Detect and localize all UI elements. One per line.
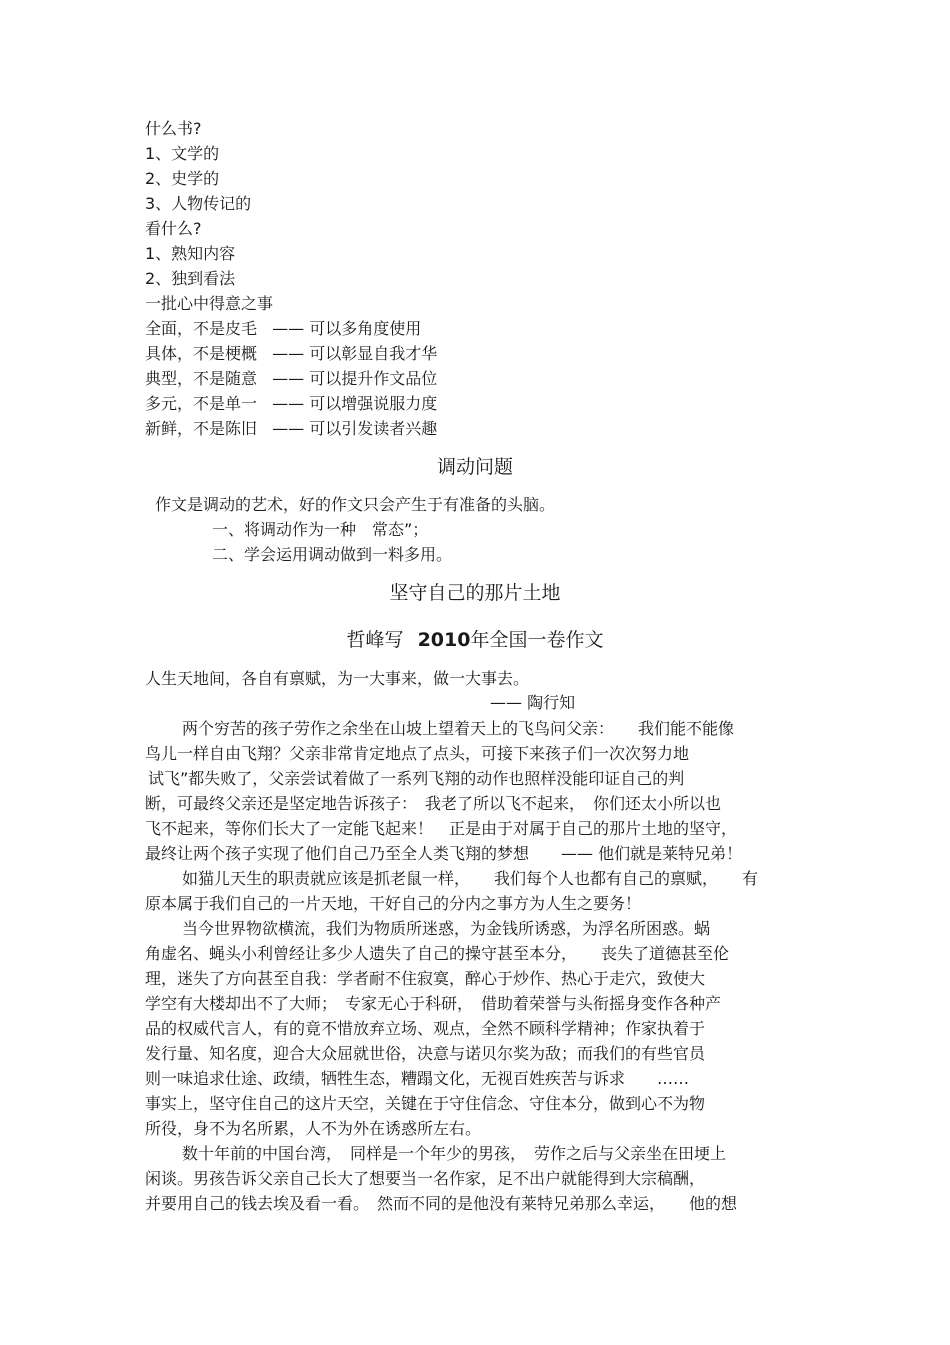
essay-line: 则一味追求仕途、政绩，牺牲生态，糟蹋文化，无视百姓疾苦与诉求 …… [145, 1069, 690, 1088]
criteria-dash: —— [272, 419, 305, 438]
criteria-key: 具体，不是梗概 [145, 344, 258, 363]
criteria-dash: —— [272, 344, 305, 363]
material-intro: 一批心中得意之事 [145, 294, 274, 313]
essay-exam-name: 年全国一卷作文 [470, 629, 604, 651]
read-heading: 看什么? [145, 219, 202, 238]
essay-line: 断，可最终父亲还是坚定地告诉孩子： 我老了所以飞不起来， 你们还太小所以也 [145, 794, 722, 813]
essay-line: 当今世界物欲横流，我们为物质所迷惑，为金钱所诱惑，为浮名所困惑。蜗 [182, 919, 711, 938]
criteria-value: 可以多角度使用 [309, 319, 422, 338]
essay-line: 鸟儿一样自由飞翔？父亲非常肯定地点了点头，可接下来孩子们一次次努力地 [145, 744, 690, 763]
essay-line: 理，迷失了方向甚至自我：学者耐不住寂寞，醉心于炒作、热心于走穴，致使大 [145, 969, 706, 988]
essay-line: 发行量、知名度，迎合大众屈就世俗，决意与诺贝尔奖为敌；而我们的有些官员 [145, 1044, 706, 1063]
criteria-row [145, 368, 437, 390]
criteria-row [145, 343, 437, 365]
criteria-value: 可以彰显自我才华 [309, 344, 438, 363]
book-type-item: 2、史学的 [145, 169, 220, 188]
criteria-value: 可以增强说服力度 [309, 394, 438, 413]
criteria-key: 多元，不是单一 [145, 394, 258, 413]
essay-line: 两个穷苦的孩子劳作之余坐在山坡上望着天上的飞鸟问父亲： 我们能不能像 [182, 719, 735, 738]
essay-line: 飞不起来，等你们长大了一定能飞起来！ 正是由于对属于自己的那片土地的坚守， [145, 819, 738, 838]
criteria-row [145, 318, 421, 340]
essay-line: 所役，身不为名所累，人不为外在诱惑所左右。 [145, 1119, 482, 1138]
criteria-row [145, 393, 437, 415]
mobilize-point: 一、将调动作为一种 常态”； [212, 520, 429, 539]
criteria-dash: —— [272, 394, 305, 413]
essay-line: 闲谈。男孩告诉父亲自己长大了想要当一名作家，足不出户就能得到大宗稿酬， [145, 1169, 706, 1188]
essay-line: 学空有大楼却出不了大师； 专家无心于科研， 借助着荣誉与头衔摇身变作各种产 [145, 994, 722, 1013]
criteria-value: 可以提升作文品位 [309, 369, 438, 388]
essay-line: 数十年前的中国台湾， 同样是一个年少的男孩， 劳作之后与父亲坐在田埂上 [182, 1144, 727, 1163]
criteria-key: 典型，不是随意 [145, 369, 258, 388]
mobilize-title: 调动问题 [436, 456, 513, 478]
read-item: 2、独到看法 [145, 269, 236, 288]
epigraph: 人生天地间，各自有禀赋，为一大事来，做一大事去。 [145, 669, 530, 688]
essay-subtitle [0, 627, 950, 653]
essay-author: 哲峰写 [346, 629, 404, 651]
book-type-item: 1、文学的 [145, 144, 220, 163]
essay-line: 最终让两个孩子实现了他们自己乃至全人类飞翔的梦想 —— 他们就是莱特兄弟！ [145, 844, 743, 863]
read-item: 1、熟知内容 [145, 244, 236, 263]
epigraph-author: —— 陶行知 [490, 693, 576, 712]
criteria-key: 新鲜，不是陈旧 [145, 419, 258, 438]
essay-line: 原本属于我们自己的一片天地，干好自己的分内之事方为人生之要务！ [145, 894, 642, 913]
essay-line: 试飞”都失败了，父亲尝试着做了一系列飞翔的动作也照样没能印证自己的判 [148, 769, 685, 788]
essay-line: 如猫儿天生的职责就应该是抓老鼠一样， 我们每个人也都有自己的禀赋， 有 [182, 869, 759, 888]
mobilize-point: 二、学会运用调动做到一料多用。 [212, 545, 453, 564]
criteria-dash: —— [272, 369, 305, 388]
essay-line: 角虚名、蝇头小利曾经让多少人遗失了自己的操守甚至本分， 丧失了道德甚至伦 [145, 944, 730, 963]
book-type-item: 3、人物传记的 [145, 194, 252, 213]
essay-year: 2010 [417, 629, 471, 651]
essay-line: 品的权威代言人，有的竟不惜放弃立场、观点，全然不顾科学精神；作家执着于 [145, 1019, 706, 1038]
criteria-value: 可以引发读者兴趣 [309, 419, 438, 438]
essay-line: 事实上，坚守住自己的这片天空，关键在于守住信念、守住本分，做到心不为物 [145, 1094, 706, 1113]
criteria-key: 全面，不是皮毛 [145, 319, 258, 338]
criteria-row [145, 418, 437, 440]
criteria-dash: —— [272, 319, 305, 338]
mobilize-intro: 作文是调动的艺术，好的作文只会产生于有准备的头脑。 [155, 495, 556, 514]
books-heading: 什么书? [145, 119, 202, 138]
essay-title: 坚守自己的那片土地 [389, 582, 561, 604]
essay-line: 并要用自己的钱去埃及看一看。 然而不同的是他没有莱特兄弟那么幸运， 他的想 [145, 1194, 738, 1213]
